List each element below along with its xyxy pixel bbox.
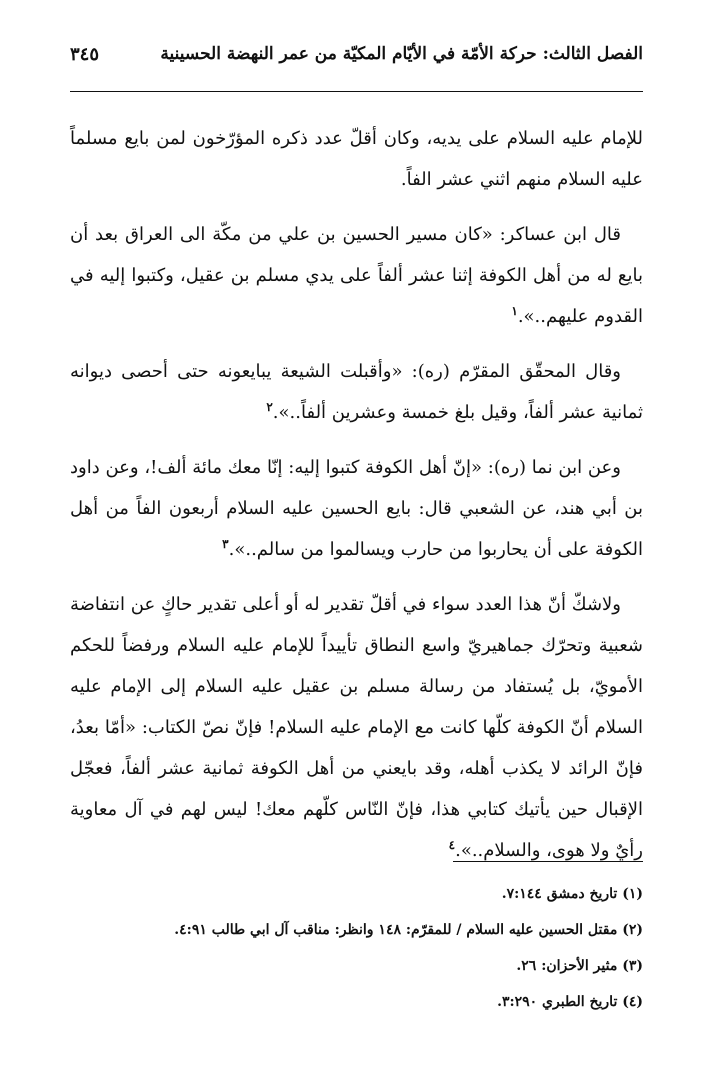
paragraph-text: ولاشكّ أنّ هذا العدد سواء في أقلّ تقدير له أو أعلى تقدير حاكٍ عن انتفاضة شعبية وتحرّك جماهيريّ واسع النطاق تأييداً للإمام عليه السلام ورفضاً للحكم الأمويّ، بل يُستفاد من رسالة مسلم بن عقيل عليه السلام إلى الإمام عليه السلام أنّ الكوفة كلّها كانت مع الإمام عليه السلام! فإنّ نصّ الكتاب: «أمّا بعدُ، فإنّ الرائد لا يكذب أهله، وقد بايعني من أهل الكوفة ثمانية عشر ألفاً، فعجّل الإقبال حين يأتيك كتابي هذا، فإنّ النّاس كلّهم معك! ليس لهم في آل معاوية رأيٌ ولا هوى، والسلام..». bbox=[70, 594, 643, 861]
paragraph bbox=[70, 584, 643, 871]
running-head: الفصل الثالث: حركة الأمّة في الأيّام المكيّة من عمر النهضة الحسينية bbox=[160, 44, 643, 64]
footnote-marker: ٤ bbox=[448, 838, 456, 852]
paragraph bbox=[70, 351, 643, 433]
footnote-marker: ٢ bbox=[266, 400, 273, 414]
footnote-marker: ٣ bbox=[222, 537, 229, 551]
page-header bbox=[70, 44, 643, 78]
paragraph bbox=[70, 118, 643, 200]
paragraph-text: وعن ابن نما (ره): «إنّ أهل الكوفة كتبوا إليه: إنّا معك مائة ألف!، وعن داود بن أبي هند، عن الشعبي قال: بايع الحسين عليه السلام أربعون الفاً من أهل الكوفة على أن يحاربوا من حارب ويسالموا من سالم..». bbox=[70, 457, 643, 560]
paragraph-text: قال ابن عساكر: «كان مسير الحسين بن علي من مكّة الى العراق بعد أن بايع له من أهل الكوفة إثنا عشر ألفاً على يدي مسلم بن عقيل، وكتبوا إليه في القدوم عليهم..». bbox=[70, 224, 643, 327]
footnote: (٣) مثير الأحزان: ٢٦. bbox=[516, 958, 643, 974]
footnotes bbox=[70, 876, 643, 1020]
footnote-separator bbox=[453, 861, 643, 862]
paragraph-text: للإمام عليه السلام على يديه، وكان أقلّ عدد ذكره المؤرّخون لمن بايع مسلماً عليه السلام منهم اثني عشر الفاً. bbox=[70, 128, 643, 190]
paragraph-text: وقال المحقّق المقرّم (ره): «وأقبلت الشيعة يبايعونه حتى أحصى ديوانه ثمانية عشر ألفاً، وقيل بلغ خمسة وعشرين ألفاً..». bbox=[70, 361, 643, 423]
header-rule bbox=[70, 91, 643, 92]
page-number: ٣٤٥ bbox=[70, 44, 100, 65]
main-text bbox=[70, 118, 643, 885]
footnote-marker: ١ bbox=[511, 304, 518, 318]
footnote: (٢) مقتل الحسين عليه السلام / للمقرّم: ١٤٨ وانظر: مناقب آل ابي طالب ٤:٩١. bbox=[174, 922, 643, 938]
paragraph bbox=[70, 447, 643, 570]
footnote: (٤) تاريخ الطبري ٣:٢٩٠. bbox=[497, 994, 643, 1010]
paragraph bbox=[70, 214, 643, 337]
footnote: (١) تاريخ دمشق ٧:١٤٤. bbox=[501, 886, 643, 902]
